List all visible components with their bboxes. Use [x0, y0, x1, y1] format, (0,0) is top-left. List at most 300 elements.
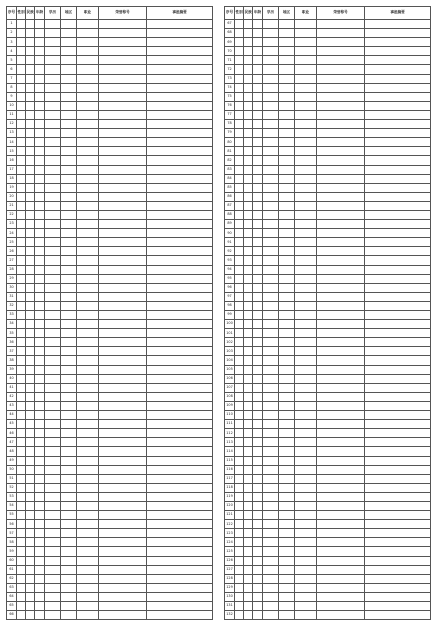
table-cell	[99, 20, 147, 29]
table-cell	[295, 192, 317, 201]
table-cell	[61, 556, 77, 565]
row-number-cell: 105	[225, 365, 235, 374]
table-cell	[244, 611, 253, 620]
table-cell	[35, 520, 45, 529]
table-cell	[77, 411, 99, 420]
row-number-cell: 31	[7, 292, 17, 301]
row-number-cell: 52	[7, 483, 17, 492]
table-cell	[235, 529, 244, 538]
row-number-cell: 4	[7, 47, 17, 56]
table-cell	[35, 38, 45, 47]
table-cell	[263, 329, 279, 338]
table-cell	[77, 583, 99, 592]
table-cell	[147, 574, 213, 583]
table-cell	[235, 220, 244, 229]
header-cell: 性别	[235, 7, 244, 20]
table-row	[225, 374, 431, 383]
table-cell	[317, 329, 365, 338]
row-number-cell: 92	[225, 247, 235, 256]
table-cell	[147, 602, 213, 611]
table-cell	[244, 547, 253, 556]
table-row	[7, 329, 213, 338]
table-cell	[235, 183, 244, 192]
table-cell	[279, 501, 295, 510]
table-cell	[279, 29, 295, 38]
table-cell	[26, 192, 35, 201]
table-cell	[365, 174, 431, 183]
table-cell	[295, 165, 317, 174]
table-cell	[61, 438, 77, 447]
table-cell	[279, 483, 295, 492]
table-cell	[26, 101, 35, 110]
table-cell	[17, 347, 26, 356]
table-cell	[77, 474, 99, 483]
table-cell	[35, 229, 45, 238]
table-cell	[147, 347, 213, 356]
row-number-cell: 8	[7, 83, 17, 92]
row-number-cell: 20	[7, 192, 17, 201]
header-cell: 性别	[17, 7, 26, 20]
table-cell	[235, 374, 244, 383]
table-cell	[61, 583, 77, 592]
table-cell	[244, 256, 253, 265]
table-cell	[26, 602, 35, 611]
row-number-cell: 11	[7, 110, 17, 119]
table-cell	[317, 274, 365, 283]
table-cell	[26, 247, 35, 256]
table-row	[7, 429, 213, 438]
table-cell	[26, 592, 35, 601]
table-cell	[235, 511, 244, 520]
table-cell	[17, 456, 26, 465]
table-cell	[61, 129, 77, 138]
table-cell	[61, 265, 77, 274]
table-cell	[77, 320, 99, 329]
table-cell	[77, 420, 99, 429]
table-row	[225, 65, 431, 74]
table-cell	[263, 74, 279, 83]
table-cell	[45, 183, 61, 192]
row-number-cell: 80	[225, 138, 235, 147]
table-cell	[295, 120, 317, 129]
table-cell	[35, 329, 45, 338]
table-cell	[365, 301, 431, 310]
header-cell: 地区	[279, 7, 295, 20]
table-cell	[253, 483, 263, 492]
row-number-cell: 46	[7, 429, 17, 438]
table-cell	[235, 574, 244, 583]
table-cell	[253, 556, 263, 565]
table-cell	[263, 438, 279, 447]
table-cell	[263, 165, 279, 174]
table-cell	[253, 465, 263, 474]
table-cell	[99, 474, 147, 483]
table-cell	[317, 138, 365, 147]
table-cell	[99, 156, 147, 165]
table-cell	[253, 538, 263, 547]
row-number-cell: 45	[7, 420, 17, 429]
table-cell	[317, 129, 365, 138]
table-cell	[77, 165, 99, 174]
table-cell	[77, 238, 99, 247]
table-cell	[35, 501, 45, 510]
table-cell	[77, 338, 99, 347]
table-cell	[244, 420, 253, 429]
header-cell: 职业	[77, 7, 99, 20]
table-cell	[61, 520, 77, 529]
table-cell	[235, 56, 244, 65]
table-cell	[26, 129, 35, 138]
row-number-cell: 39	[7, 365, 17, 374]
table-cell	[317, 120, 365, 129]
table-cell	[253, 83, 263, 92]
table-cell	[61, 220, 77, 229]
table-cell	[295, 411, 317, 420]
table-cell	[77, 483, 99, 492]
register-table-left	[6, 6, 213, 620]
row-number-cell: 76	[225, 101, 235, 110]
table-cell	[99, 438, 147, 447]
table-cell	[317, 47, 365, 56]
table-cell	[45, 110, 61, 119]
table-cell	[365, 210, 431, 219]
table-cell	[365, 183, 431, 192]
table-cell	[263, 229, 279, 238]
row-number-cell: 127	[225, 565, 235, 574]
table-cell	[263, 20, 279, 29]
table-cell	[365, 329, 431, 338]
table-cell	[61, 374, 77, 383]
table-header-row	[7, 7, 213, 20]
table-cell	[295, 347, 317, 356]
table-cell	[365, 220, 431, 229]
table-cell	[26, 201, 35, 210]
table-cell	[99, 501, 147, 510]
table-row	[7, 538, 213, 547]
table-cell	[295, 611, 317, 620]
table-cell	[35, 365, 45, 374]
table-cell	[45, 65, 61, 74]
table-cell	[26, 383, 35, 392]
table-cell	[26, 74, 35, 83]
table-cell	[61, 192, 77, 201]
row-number-cell: 54	[7, 501, 17, 510]
table-cell	[77, 29, 99, 38]
table-cell	[147, 420, 213, 429]
table-cell	[99, 465, 147, 474]
table-cell	[35, 401, 45, 410]
table-cell	[99, 520, 147, 529]
table-cell	[263, 420, 279, 429]
table-row	[225, 292, 431, 301]
table-cell	[235, 583, 244, 592]
table-cell	[317, 474, 365, 483]
table-cell	[295, 238, 317, 247]
table-cell	[235, 92, 244, 101]
table-cell	[235, 311, 244, 320]
table-cell	[77, 129, 99, 138]
table-row	[225, 565, 431, 574]
row-number-cell: 27	[7, 256, 17, 265]
table-cell	[279, 492, 295, 501]
row-number-cell: 43	[7, 401, 17, 410]
table-row	[225, 392, 431, 401]
table-cell	[26, 165, 35, 174]
table-cell	[17, 592, 26, 601]
table-cell	[45, 365, 61, 374]
table-cell	[26, 511, 35, 520]
table-cell	[17, 120, 26, 129]
row-number-cell: 66	[7, 611, 17, 620]
table-cell	[35, 556, 45, 565]
table-cell	[295, 256, 317, 265]
table-cell	[244, 265, 253, 274]
table-cell	[61, 29, 77, 38]
table-cell	[263, 392, 279, 401]
table-cell	[45, 329, 61, 338]
table-cell	[279, 120, 295, 129]
table-cell	[77, 138, 99, 147]
table-row	[225, 247, 431, 256]
table-cell	[99, 120, 147, 129]
table-cell	[45, 265, 61, 274]
table-cell	[279, 283, 295, 292]
table-cell	[235, 392, 244, 401]
table-cell	[279, 602, 295, 611]
table-cell	[99, 383, 147, 392]
table-cell	[35, 420, 45, 429]
table-row	[7, 501, 213, 510]
table-row	[7, 120, 213, 129]
table-cell	[253, 520, 263, 529]
row-number-cell: 21	[7, 201, 17, 210]
row-number-cell: 68	[225, 29, 235, 38]
table-cell	[263, 556, 279, 565]
table-cell	[35, 565, 45, 574]
table-cell	[99, 547, 147, 556]
table-cell	[279, 347, 295, 356]
table-cell	[99, 611, 147, 620]
table-cell	[61, 238, 77, 247]
table-cell	[235, 565, 244, 574]
table-cell	[35, 101, 45, 110]
table-cell	[17, 65, 26, 74]
table-cell	[147, 220, 213, 229]
table-cell	[147, 583, 213, 592]
table-cell	[317, 483, 365, 492]
table-cell	[35, 611, 45, 620]
table-cell	[279, 320, 295, 329]
table-cell	[263, 83, 279, 92]
row-number-cell: 78	[225, 120, 235, 129]
table-cell	[253, 329, 263, 338]
table-cell	[279, 438, 295, 447]
table-cell	[35, 210, 45, 219]
row-number-cell: 124	[225, 538, 235, 547]
row-number-cell: 109	[225, 401, 235, 410]
table-cell	[77, 383, 99, 392]
table-cell	[45, 447, 61, 456]
table-cell	[279, 83, 295, 92]
table-cell	[235, 320, 244, 329]
table-cell	[147, 465, 213, 474]
table-row	[7, 511, 213, 520]
table-cell	[99, 29, 147, 38]
table-cell	[17, 520, 26, 529]
row-number-cell: 63	[7, 583, 17, 592]
table-row	[7, 447, 213, 456]
table-cell	[35, 129, 45, 138]
table-cell	[99, 110, 147, 119]
table-cell	[77, 547, 99, 556]
table-cell	[253, 447, 263, 456]
table-cell	[61, 110, 77, 119]
row-number-cell: 62	[7, 574, 17, 583]
table-cell	[45, 392, 61, 401]
table-cell	[279, 220, 295, 229]
table-cell	[317, 356, 365, 365]
table-cell	[253, 501, 263, 510]
header-cell: 序号	[225, 7, 235, 20]
table-cell	[26, 438, 35, 447]
table-body	[225, 20, 431, 620]
table-cell	[99, 283, 147, 292]
table-cell	[279, 110, 295, 119]
table-row	[225, 492, 431, 501]
table-cell	[17, 20, 26, 29]
table-cell	[147, 520, 213, 529]
table-cell	[317, 38, 365, 47]
table-row	[7, 238, 213, 247]
table-cell	[147, 329, 213, 338]
row-number-cell: 116	[225, 465, 235, 474]
table-row	[225, 283, 431, 292]
row-number-cell: 3	[7, 38, 17, 47]
table-cell	[253, 574, 263, 583]
table-cell	[26, 401, 35, 410]
table-cell	[17, 447, 26, 456]
row-number-cell: 96	[225, 283, 235, 292]
table-cell	[317, 592, 365, 601]
table-cell	[99, 192, 147, 201]
table-cell	[26, 611, 35, 620]
table-cell	[263, 456, 279, 465]
table-cell	[279, 556, 295, 565]
row-number-cell: 58	[7, 538, 17, 547]
table-row	[7, 529, 213, 538]
row-number-cell: 121	[225, 511, 235, 520]
table-cell	[235, 492, 244, 501]
table-cell	[317, 456, 365, 465]
row-number-cell: 79	[225, 129, 235, 138]
table-row	[7, 547, 213, 556]
table-cell	[263, 611, 279, 620]
table-row	[7, 401, 213, 410]
table-cell	[26, 220, 35, 229]
row-number-cell: 81	[225, 147, 235, 156]
table-cell	[147, 556, 213, 565]
table-cell	[99, 229, 147, 238]
table-cell	[279, 420, 295, 429]
row-number-cell: 44	[7, 411, 17, 420]
header-cell: 年龄	[35, 7, 45, 20]
table-row	[7, 311, 213, 320]
table-cell	[244, 138, 253, 147]
table-cell	[61, 65, 77, 74]
table-row	[7, 483, 213, 492]
table-cell	[45, 483, 61, 492]
table-cell	[263, 92, 279, 101]
table-cell	[317, 429, 365, 438]
table-cell	[147, 229, 213, 238]
table-cell	[295, 538, 317, 547]
table-cell	[26, 92, 35, 101]
table-cell	[235, 47, 244, 56]
table-cell	[244, 529, 253, 538]
table-cell	[147, 374, 213, 383]
table-cell	[26, 347, 35, 356]
table-cell	[253, 611, 263, 620]
table-cell	[17, 574, 26, 583]
table-cell	[45, 56, 61, 65]
table-cell	[45, 83, 61, 92]
table-cell	[253, 511, 263, 520]
table-cell	[35, 583, 45, 592]
table-cell	[295, 29, 317, 38]
table-row	[7, 192, 213, 201]
table-row	[7, 56, 213, 65]
table-cell	[77, 456, 99, 465]
table-cell	[317, 92, 365, 101]
table-cell	[244, 56, 253, 65]
table-cell	[244, 174, 253, 183]
table-cell	[35, 165, 45, 174]
row-number-cell: 93	[225, 256, 235, 265]
table-cell	[99, 529, 147, 538]
table-cell	[263, 311, 279, 320]
table-cell	[295, 492, 317, 501]
table-cell	[317, 56, 365, 65]
table-cell	[147, 256, 213, 265]
row-number-cell: 74	[225, 83, 235, 92]
table-row	[7, 420, 213, 429]
table-cell	[77, 201, 99, 210]
table-cell	[365, 38, 431, 47]
table-cell	[61, 320, 77, 329]
table-cell	[17, 547, 26, 556]
table-cell	[147, 301, 213, 310]
table-cell	[317, 256, 365, 265]
table-cell	[244, 456, 253, 465]
table-cell	[45, 283, 61, 292]
table-row	[225, 511, 431, 520]
table-cell	[279, 592, 295, 601]
table-cell	[45, 356, 61, 365]
table-cell	[365, 383, 431, 392]
table-row	[225, 574, 431, 583]
table-cell	[295, 47, 317, 56]
table-cell	[99, 247, 147, 256]
table-row	[7, 574, 213, 583]
table-cell	[279, 147, 295, 156]
table-cell	[61, 401, 77, 410]
header-cell: 荣誉称号	[317, 7, 365, 20]
table-cell	[263, 592, 279, 601]
table-cell	[61, 292, 77, 301]
table-cell	[365, 547, 431, 556]
table-cell	[244, 320, 253, 329]
table-cell	[253, 65, 263, 74]
